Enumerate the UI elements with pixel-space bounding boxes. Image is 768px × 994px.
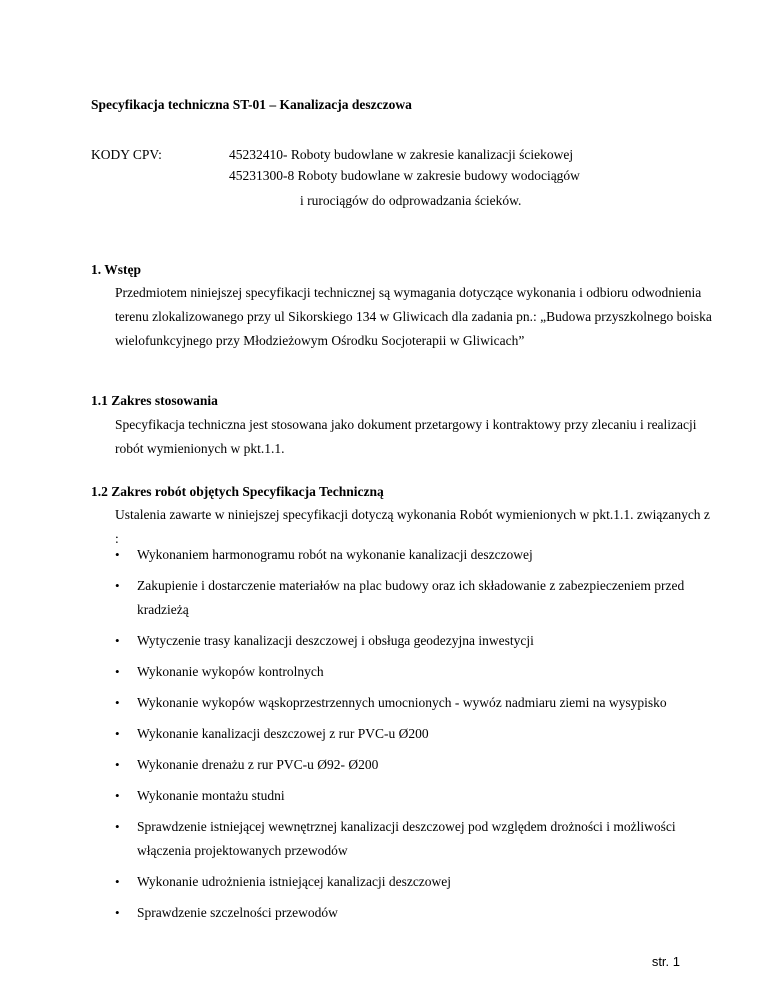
list-item: • Wykonaniem harmonogramu robót na wykonanie kanalizacji deszczowej bbox=[115, 543, 715, 567]
cpv-code-1: 45232410- Roboty budowlane w zakresie kanalizacji ściekowej bbox=[229, 147, 574, 162]
section-text-roboty: Ustalenia zawarte w niniejszej specyfikacji dotyczą wykonania Robót wymienionych w pkt.1.1. związanych z : bbox=[115, 507, 710, 546]
list-item: • Sprawdzenie istniejącej wewnętrznej kanalizacji deszczowej pod względem drożności i możliwości włączenia projektowanych przewodów bbox=[115, 815, 715, 863]
document-title: Specyfikacja techniczna ST-01 – Kanalizacja deszczowa bbox=[91, 97, 412, 112]
cpv-code-2: 45231300-8 Roboty budowlane w zakresie budowy wodociągów bbox=[229, 168, 580, 183]
list-item: • Wykonanie wykopów kontrolnych bbox=[115, 660, 715, 684]
section-heading-roboty: 1.2 Zakres robót objętych Specyfikacja Techniczną bbox=[91, 484, 384, 499]
list-item: • Wykonanie drenażu z rur PVC-u Ø92- Ø200 bbox=[115, 753, 715, 777]
list-item: • Wykonanie wykopów wąskoprzestrzennych umocnionych - wywóz nadmiaru ziemi na wysypisko bbox=[115, 691, 715, 715]
section-text-intro: Przedmiotem niniejszej specyfikacji technicznej są wymagania dotyczące wykonania i odbioru odwodnienia terenu zlokalizowanego przy ul Sikorskiego 134 w Gliwicach dla zadania pn.: „Budowa przyszkolnego boiska wielofunkcyjnego przy Młodzieżowym Ośrodku Socjoterapii w Gliwicach” bbox=[115, 285, 712, 348]
list-item: • Wykonanie kanalizacji deszczowej z rur PVC-u Ø200 bbox=[115, 722, 715, 746]
list-item: • Zakupienie i dostarczenie materiałów na plac budowy oraz ich składowanie z zabezpieczeniem przed kradzieżą bbox=[115, 574, 715, 622]
list-item: • Wytyczenie trasy kanalizacji deszczowej i obsługa geodezyjna inwestycji bbox=[115, 629, 715, 653]
page-number: str. 1 bbox=[651, 954, 680, 969]
section-text-zakres: Specyfikacja techniczna jest stosowana jako dokument przetargowy i kontraktowy przy zlecaniu i realizacji robót wymienionych w pkt.1.1. bbox=[115, 417, 697, 456]
list-item: • Wykonanie udrożnienia istniejącej kanalizacji deszczowej bbox=[115, 870, 715, 894]
cpv-label: KODY CPV: bbox=[91, 147, 162, 162]
list-item: • Sprawdzenie szczelności przewodów bbox=[115, 901, 715, 925]
list-item: • Wykonanie montażu studni bbox=[115, 784, 715, 808]
cpv-code-2-continuation: i rurociągów do odprowadzania ścieków. bbox=[300, 193, 522, 208]
section-heading-zakres: 1.1 Zakres stosowania bbox=[91, 393, 218, 408]
works-list bbox=[115, 543, 715, 932]
section-heading-intro: 1. Wstęp bbox=[91, 262, 142, 277]
